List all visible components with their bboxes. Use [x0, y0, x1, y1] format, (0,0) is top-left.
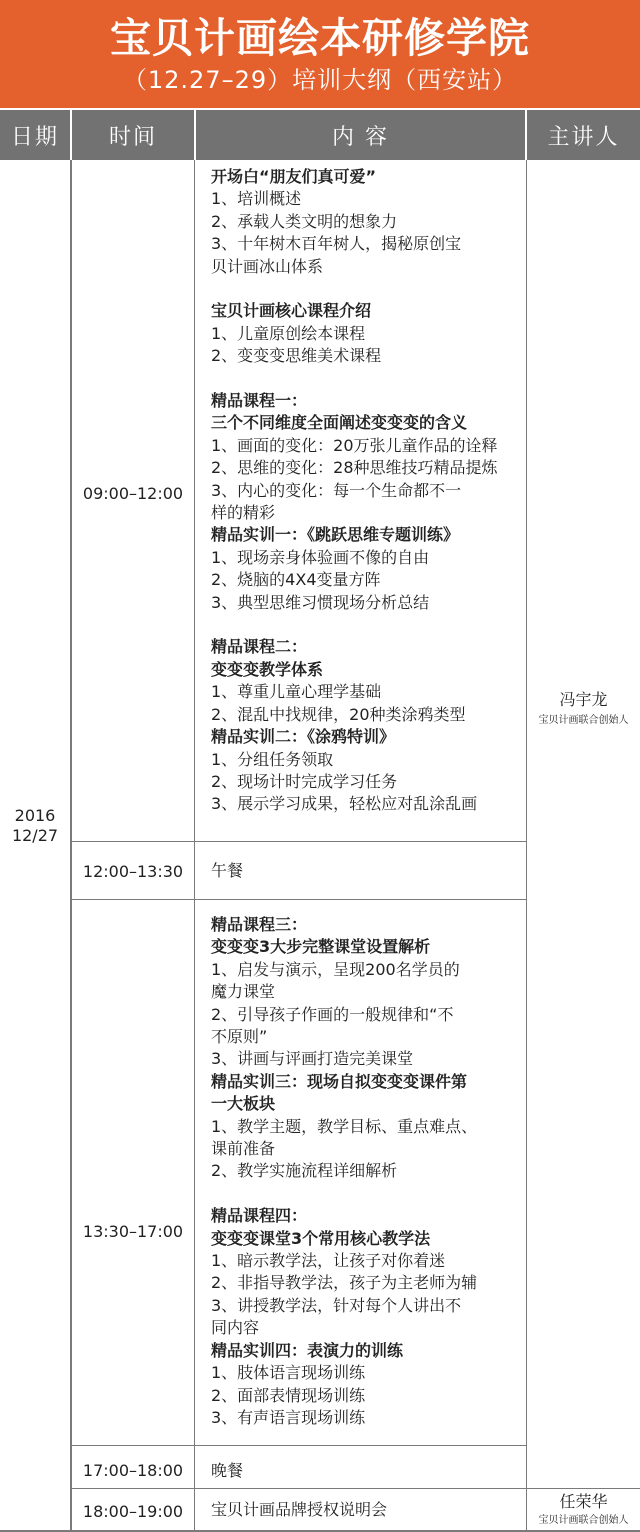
- spacer: [211, 368, 523, 390]
- content-line: 3、展示学习成果，轻松应对乱涂乱画: [211, 794, 478, 814]
- grid-line: [70, 160, 72, 1532]
- content-line: 1、尊重儿童心理学基础: [211, 682, 382, 702]
- content-cell-afternoon: [211, 914, 523, 1429]
- content-line: 1、儿童原创绘本课程: [211, 323, 366, 343]
- grid-line: [72, 841, 526, 842]
- content-line: 午餐: [211, 861, 244, 880]
- content-heading-line: 三个不同维度全面阐述变变变的含义: [211, 413, 468, 433]
- grid-line: [72, 1445, 526, 1446]
- content-line: 1、现场亲身体验画不像的自由: [211, 547, 430, 567]
- content-cell-evening: [211, 1499, 523, 1521]
- content-line: 2、思维的变化：28种思维技巧精品提炼: [211, 458, 498, 478]
- content-heading-line: 精品实训三：现场自拟变变变课件第: [211, 1071, 468, 1091]
- spacer: [211, 1183, 523, 1205]
- date-cell: [0, 806, 70, 846]
- content-line: 3、内心的变化：每一个生命都不一: [211, 480, 462, 500]
- grid-line: [526, 160, 527, 1532]
- content-heading-line: 变变变教学体系: [211, 659, 324, 679]
- content-line: 贝计画冰山体系: [211, 256, 324, 276]
- speaker-role: 宝贝计画联合创始人: [538, 1515, 629, 1526]
- time-cell-lunch: 12:00–13:30: [82, 862, 184, 881]
- content-line: 2、教学实施流程详细解析: [211, 1161, 398, 1181]
- content-cell-morning: [211, 166, 523, 816]
- content-line: 1、暗示教学法，让孩子对你着迷: [211, 1251, 446, 1271]
- grid-line: [72, 899, 526, 900]
- content-heading-line: 变变变3大步完整课堂设置解析: [211, 937, 431, 957]
- spacer: [211, 278, 523, 300]
- content-line: 2、非指导教学法，孩子为主老师为辅: [211, 1273, 478, 1293]
- content-line: 1、教学主题，教学目标、重点难点、: [211, 1116, 478, 1136]
- content-heading-line: 精品实训二：《涂鸦特训》: [211, 727, 396, 747]
- content-heading-line: 精品课程三：: [211, 915, 308, 934]
- content-heading-line: 一大板块: [211, 1094, 276, 1114]
- content-line: 3、十年树木百年树人，揭秘原创宝: [211, 234, 462, 254]
- content-line: 3、有声语言现场训练: [211, 1407, 366, 1427]
- content-heading-line: 宝贝计画核心课程介绍: [211, 301, 372, 321]
- content-line: 宝贝计画品牌授权说明会: [211, 1500, 388, 1519]
- content-heading-line: 精品课程二：: [211, 637, 308, 657]
- content-line: 不原则”: [211, 1027, 268, 1047]
- page-subtitle: （12.27–29）培训大纲（西安站）: [122, 66, 518, 94]
- speaker-name: 冯宇龙: [559, 690, 608, 709]
- content-heading-line: 变变变课堂3个常用核心教学法: [211, 1228, 431, 1248]
- speaker-cell: [527, 1492, 640, 1528]
- time-cell-morning: 09:00–12:00: [82, 484, 184, 503]
- content-heading-line: 精品实训四：表演力的训练: [211, 1340, 404, 1360]
- speaker-role: 宝贝计画联合创始人: [538, 715, 629, 726]
- content-line: 魔力课堂: [211, 982, 276, 1002]
- content-line: 2、现场计时完成学习任务: [211, 771, 398, 791]
- time-cell-evening: 18:00–19:00: [82, 1502, 184, 1521]
- column-header-time: 时间: [72, 110, 194, 160]
- content-line: 1、分组任务领取: [211, 749, 334, 769]
- content-line: 2、变变变思维美术课程: [211, 346, 382, 366]
- spacer: [211, 614, 523, 636]
- content-line: 晚餐: [211, 1461, 244, 1480]
- content-line: 2、混乱中找规律，20种类涂鸦类型: [211, 704, 466, 724]
- column-header-date: 日期: [0, 110, 70, 160]
- content-line: 同内容: [211, 1318, 260, 1338]
- content-line: 1、启发与演示，呈现200名学员的: [211, 959, 460, 979]
- content-line: 样的精彩: [211, 503, 276, 523]
- date-day: 12/27: [11, 826, 59, 845]
- content-line: 课前准备: [211, 1139, 276, 1159]
- content-line: 1、画面的变化：20万张儿童作品的诠释: [211, 435, 498, 455]
- speaker-cell: [527, 690, 640, 728]
- time-cell-dinner: 17:00–18:00: [82, 1461, 184, 1480]
- header-banner: [0, 0, 640, 108]
- speaker-name: 任荣华: [559, 1492, 608, 1511]
- content-line: 2、承载人类文明的想象力: [211, 211, 398, 231]
- page-title: 宝贝计画绘本研修学院: [110, 14, 530, 62]
- content-line: 3、讲画与评画打造完美课堂: [211, 1049, 414, 1069]
- content-cell-dinner: [211, 1460, 523, 1482]
- content-line: 2、引导孩子作画的一般规律和“不: [211, 1004, 454, 1024]
- content-heading-line: 开场白“朋友们真可爱”: [211, 167, 377, 186]
- column-header-content: 内 容: [196, 110, 525, 160]
- date-year: 2016: [14, 806, 56, 825]
- content-heading-line: 精品课程一：: [211, 391, 308, 411]
- content-line: 1、肢体语言现场训练: [211, 1363, 366, 1383]
- content-line: 2、烧脑的4X4变量方阵: [211, 570, 381, 590]
- content-heading-line: 精品课程四：: [211, 1206, 308, 1226]
- content-line: 1、培训概述: [211, 189, 302, 209]
- content-cell-lunch: [211, 860, 523, 882]
- time-cell-afternoon: 13:30–17:00: [82, 1222, 184, 1241]
- content-line: 3、典型思维习惯现场分析总结: [211, 592, 430, 612]
- content-line: 2、面部表情现场训练: [211, 1385, 366, 1405]
- content-line: 3、讲授教学法，针对每个人讲出不: [211, 1295, 462, 1315]
- grid-line: [72, 1488, 640, 1489]
- grid-line: [194, 160, 195, 1532]
- content-heading-line: 精品实训一：《跳跃思维专题训练》: [211, 525, 460, 545]
- column-header-speaker: 主讲人: [527, 110, 640, 160]
